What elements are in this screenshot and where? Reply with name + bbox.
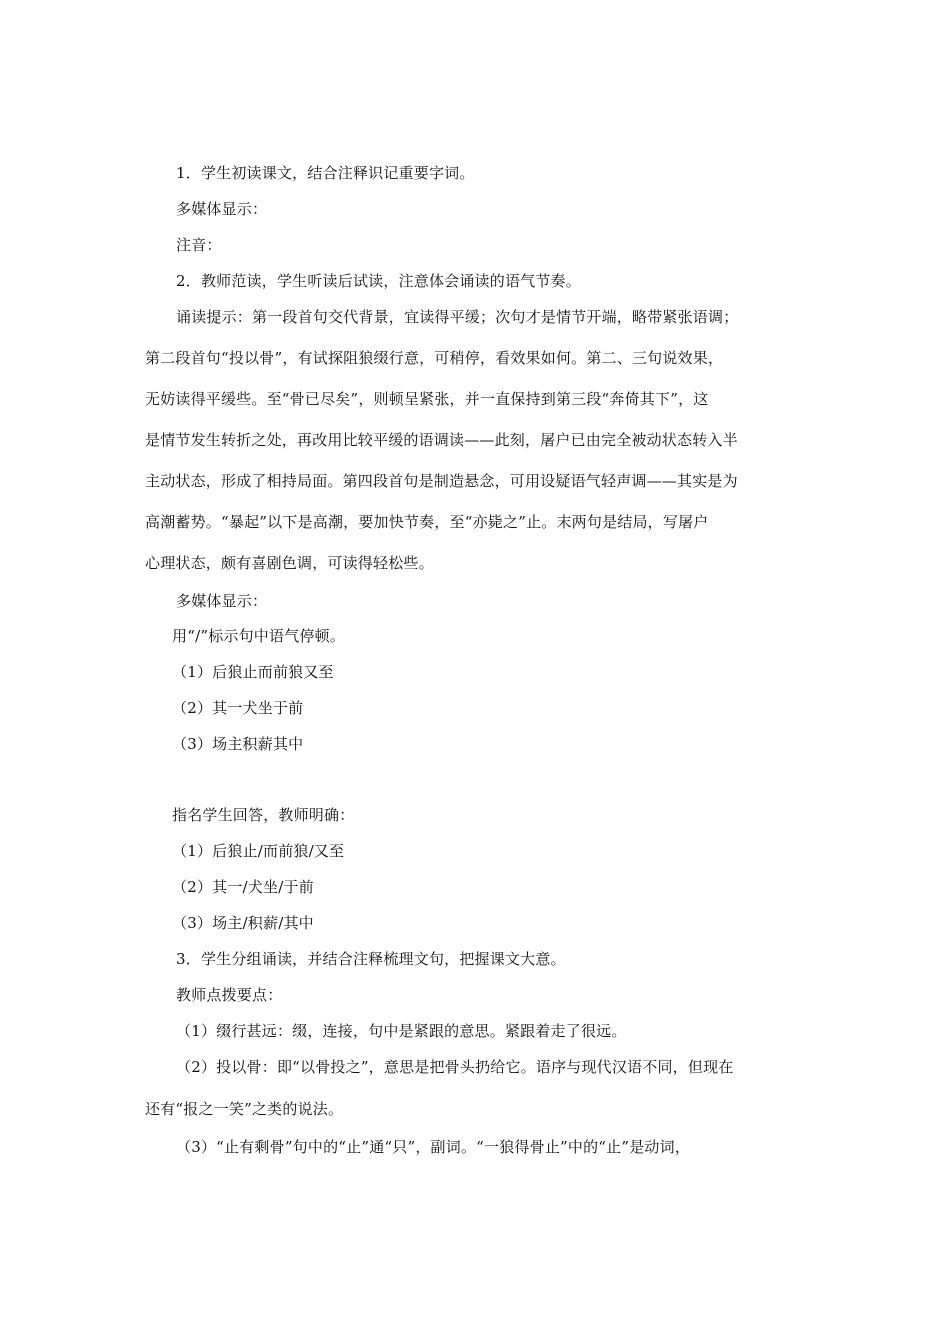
text-line: 第二段首句“投以骨”，有试探阻狼缀行意，可稍停，看效果如何。第二、三句说效果， [145, 349, 724, 367]
text-line: 指名学生回答，教师明确： [172, 806, 355, 824]
text-line: （1）后狼止/而前狼/又至 [172, 842, 345, 860]
text-line: （2）投以骨：即“以骨投之”，意思是把骨头扔给它。语序与现代汉语不同，但现在 [176, 1058, 734, 1076]
text-line: （2）其一犬坐于前 [172, 699, 304, 717]
text-line: 高潮蓄势。“暴起”以下是高潮，要加快节奏，至“亦毙之”止。末两句是结局，写屠户 [145, 513, 709, 531]
text-line: 3．学生分组诵读，并结合注释梳理文句，把握课文大意。 [176, 950, 566, 968]
text-line: 多媒体显示： [176, 592, 268, 610]
text-line: 注音： [176, 236, 222, 254]
text-line: 是情节发生转折之处，再改用比较平缓的语调读——此刻，屠户已由完全被动状态转入半 [145, 431, 738, 449]
text-line: 1．学生初读课文，结合注释识记重要字词。 [176, 164, 475, 182]
text-line: 还有“报之一笑”之类的说法。 [145, 1100, 344, 1118]
text-line: 多媒体显示： [176, 200, 268, 218]
text-line: （1）缀行甚远：缀，连接，句中是紧跟的意思。紧跟着走了很远。 [176, 1022, 627, 1040]
text-line: （3）场主积薪其中 [172, 735, 304, 753]
text-line: 教师点拨要点： [176, 986, 283, 1004]
text-line: （2）其一/犬坐/于前 [172, 878, 314, 896]
text-line: 无妨读得平缓些。至“骨已尽矣”，则顿呈紧张，并一直保持到第三段“奔倚其下”，这 [145, 390, 709, 408]
text-line: 用“/”标示句中语气停顿。 [172, 627, 345, 645]
text-line: 心理状态，颇有喜剧色调，可读得轻松些。 [145, 554, 434, 572]
text-line: 诵读提示：第一段首句交代背景，宜读得平缓；次句才是情节开端，略带紧张语调； [176, 308, 739, 326]
text-line: 主动状态，形成了相持局面。第四段首句是制造悬念，可用设疑语气轻声调——其实是为 [145, 472, 738, 490]
text-line: 2．教师范读，学生听读后试读，注意体会诵读的语气节奏。 [176, 272, 581, 290]
text-line: （3）“止有剩骨”句中的“止”通“只”，副词。“一狼得骨止”中的“止”是动词， [176, 1138, 691, 1156]
text-line: （1）后狼止而前狼又至 [172, 663, 334, 681]
text-line: （3）场主/积薪/其中 [172, 914, 314, 932]
